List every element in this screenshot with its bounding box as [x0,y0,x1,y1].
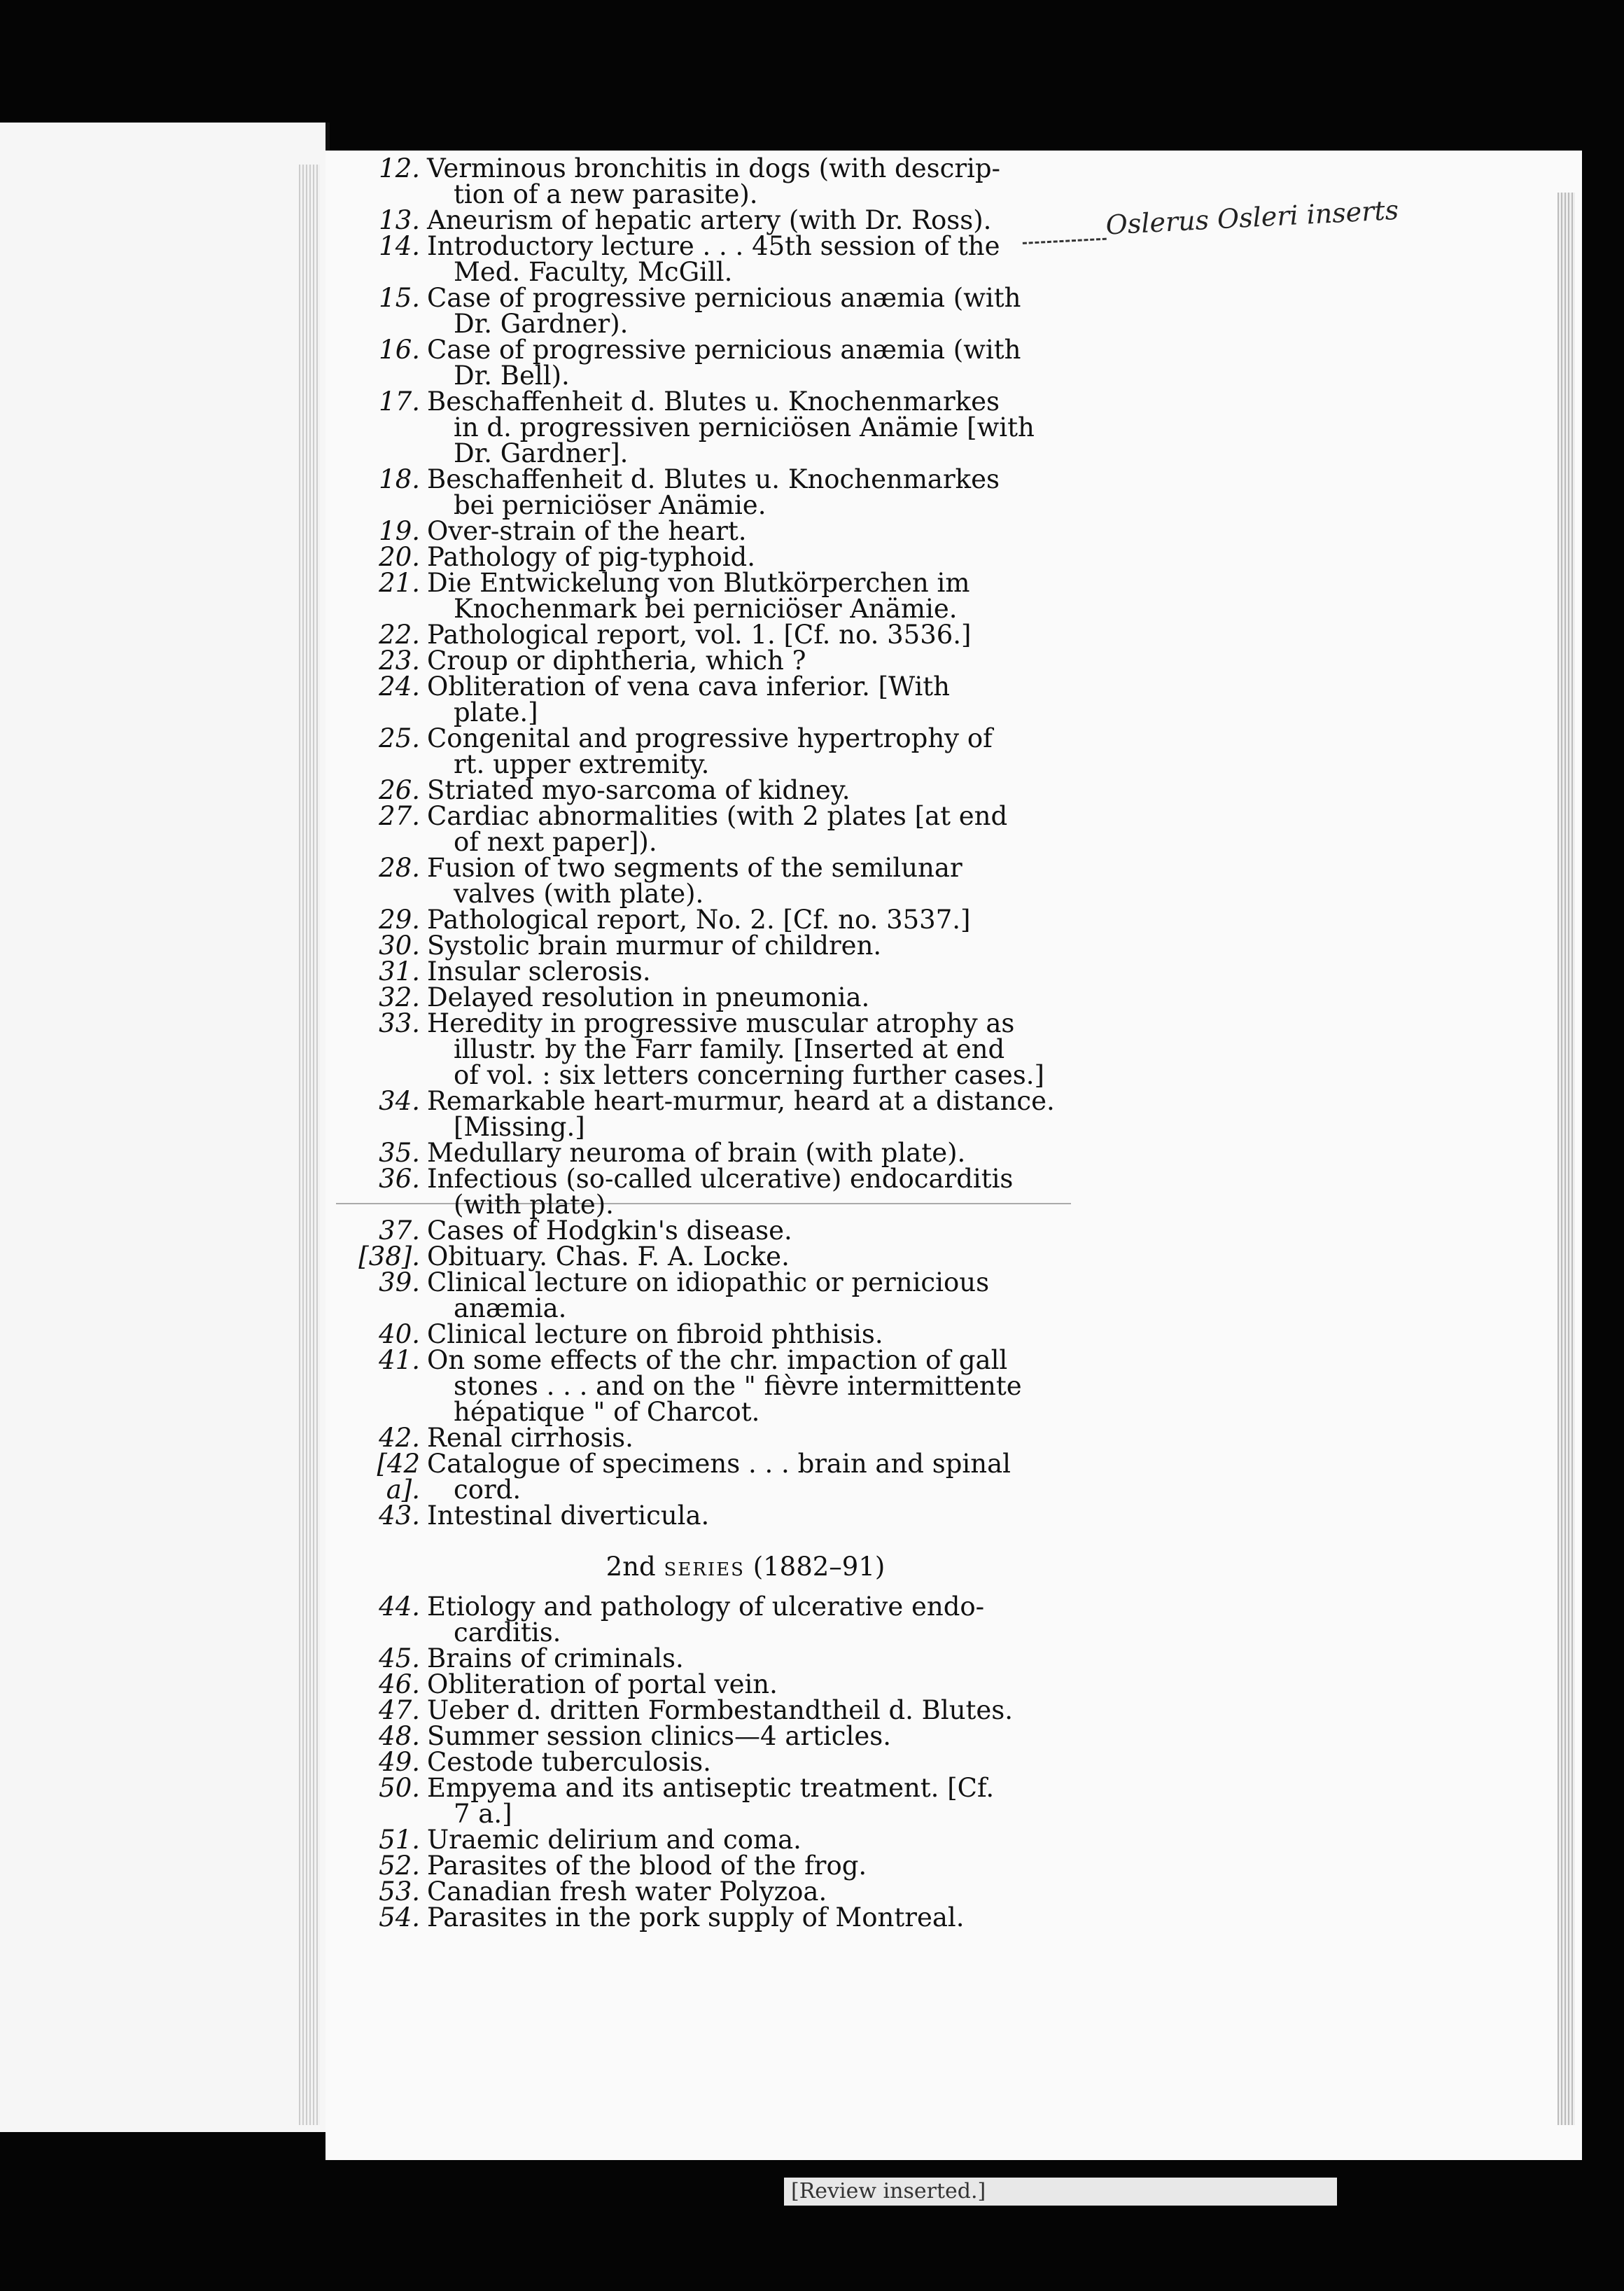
entry-number: 14. [379,231,420,261]
entry-line: Cestode tuberculosis. [427,1747,711,1777]
entry-line: Obliteration of vena cava inferior. [With [427,671,950,702]
list-item [354,1645,1096,1671]
entry-line: Dr. Bell). [454,361,570,391]
entry-text [427,544,1096,570]
entry-line: Beschaffenheit d. Blutes u. Knochenmarkes [427,387,1000,417]
entry-number: 15. [379,283,420,313]
entry-line: in d. progressiven perniciösen Anämie [with [454,412,1035,443]
entry-line: Insular sclerosis. [427,956,651,987]
entry-text [427,671,1096,727]
entry-number: 39. [379,1267,420,1297]
list-item [354,1347,1096,1425]
entry-text [427,337,1096,389]
entry-text [427,1671,1096,1697]
entry-line: Striated myo-sarcoma of kidney. [427,775,850,805]
entry-line: [Missing.] [454,1112,585,1142]
entry-line: of vol. : six letters concerning further cases.] [454,1060,1044,1090]
page-edge [1558,193,1575,2125]
entry-number: 16. [379,335,420,365]
entry-line: Aneurism of hepatic artery (with Dr. Ross). [427,205,992,235]
list-item [354,1010,1096,1088]
entry-text [427,777,1096,803]
entry-number: 24. [379,671,420,702]
list-item [354,777,1096,803]
list-item [354,337,1096,389]
entry-number: 37. [379,1216,420,1246]
entry-line: hépatique " of Charcot. [454,1397,760,1427]
entry-text [427,518,1096,544]
entry-text [427,1425,1096,1451]
entry-number: 28. [379,853,420,883]
entry-number: 19. [379,516,420,546]
list-item [354,1749,1096,1775]
entry-number: 20. [379,542,420,572]
entry-line: 7 a.] [454,1799,512,1829]
entry-text [427,466,1096,518]
series-heading [354,1554,1096,1580]
entry-text [427,1500,1096,1531]
list-item [354,622,1096,648]
entry-text [427,956,1096,987]
entry-line: Etiology and pathology of ulcerative endo- [427,1592,985,1622]
series-ordinal: 2nd [606,1552,656,1582]
entry-line: Infectious (so-called ulcerative) endocarditis [427,1164,1014,1194]
entry-line: Obituary. Chas. F. A. Locke. [427,1241,790,1272]
left-page [0,123,330,2132]
list-item [354,1775,1096,1827]
entry-line: Die Entwickelung von Blutkörperchen im [427,568,970,598]
entry-text [427,207,1096,233]
entry-text [427,570,1096,622]
entry-line: Clinical lecture on fibroid phthisis. [427,1319,883,1349]
entry-line: anæmia. [454,1293,567,1323]
list-item [354,956,1096,987]
entry-line: Pathological report, No. 2. [Cf. no. 3537.] [427,905,971,935]
entry-text [427,933,1096,959]
entry-text [427,622,1096,648]
entry-line: tion of a new parasite). [454,179,758,209]
margin-note-text: Oslerus Osleri inserts [1105,194,1400,241]
list-item [354,1500,1096,1531]
list-item [354,1218,1096,1244]
entry-text [427,907,1096,933]
entry-line: Case of progressive pernicious anæmia (with [427,335,1021,365]
list-item [354,518,1096,544]
list-item [354,803,1096,855]
list-item [354,1269,1096,1321]
entry-line: Parasites of the blood of the frog. [427,1851,867,1881]
entry-text [427,803,1096,855]
entry-text [427,648,1096,674]
entry-text [427,1592,1096,1648]
list-item [354,1166,1096,1218]
entry-line: Empyema and its antiseptic treatment. [Cf. [427,1773,995,1803]
entry-line: Systolic brain murmur of children. [427,931,882,961]
entry-line: (with plate). [454,1190,614,1220]
list-item [354,671,1096,727]
entry-text [427,1166,1096,1218]
entry-text [427,1827,1096,1853]
list-item [354,1088,1096,1140]
entry-line: On some effects of the chr. impaction of gall [427,1345,1008,1375]
entry-line: of next paper]). [454,827,657,857]
entry-line: Intestinal diverticula. [427,1500,710,1531]
list-item [354,1853,1096,1879]
entry-number: 47. [379,1695,420,1725]
entry-text [427,285,1096,337]
entry-number: 40. [379,1319,420,1349]
entry-line: Case of progressive pernicious anæmia (with [427,283,1021,313]
entry-number: 25. [379,723,420,753]
entry-number: 17. [379,387,420,417]
entry-text [427,1269,1096,1321]
entry-text [427,1853,1096,1879]
entry-number: 43. [379,1500,420,1531]
list-item [354,1592,1096,1648]
entry-number: 21. [379,568,420,598]
list-item [354,207,1096,233]
list-item [354,389,1096,466]
entry-line: Croup or diphtheria, which ? [427,646,806,676]
list-item [354,725,1096,777]
entry-line: carditis. [454,1617,561,1648]
entry-number: 31. [379,956,420,987]
entry-number: 49. [379,1747,420,1777]
entry-text [427,1010,1096,1088]
entry-line: Ueber d. dritten Formbestandtheil d. Blutes. [427,1695,1014,1725]
entry-line: Knochenmark bei perniciöser Anämie. [454,594,958,624]
entry-line: Fusion of two segments of the semilunar [427,853,962,883]
entry-number: 30. [379,931,420,961]
entry-line: Pathological report, vol. 1. [Cf. no. 3536.] [427,620,972,650]
entry-text [427,1451,1096,1503]
entry-line: Introductory lecture . . . 45th session of the [427,231,1000,261]
series-word: series [664,1552,745,1582]
entry-text [427,1876,1096,1907]
list-item [354,1876,1096,1907]
entry-line: stones . . . and on the " fièvre intermittente [454,1371,1022,1401]
entry-line: valves (with plate). [454,879,704,909]
second-series-entries [354,1592,1096,1933]
entry-number: 26. [379,775,420,805]
list-item [354,1140,1096,1166]
entry-line: Pathology of pig-typhoid. [427,542,756,572]
entry-line: Obliteration of portal vein. [427,1669,778,1699]
list-item [354,1827,1096,1853]
entry-line: Brains of criminals. [427,1643,684,1673]
entry-line: Beschaffenheit d. Blutes u. Knochenmarkes [427,464,1000,494]
list-item [354,1671,1096,1697]
entry-text [427,233,1096,285]
entry-text [427,1241,1096,1272]
entry-number: 32. [379,982,420,1012]
list-item [354,1902,1096,1933]
entry-text [427,1645,1096,1671]
entry-line: Cases of Hodgkin's disease. [427,1216,792,1246]
entry-number: 41. [379,1345,420,1375]
first-series-entries [354,155,1096,1529]
entry-text [427,1775,1096,1827]
entry-number: 29. [379,905,420,935]
entry-number: 54. [379,1902,420,1933]
list-item [354,984,1096,1010]
entry-number: 48. [379,1721,420,1751]
entry-line: Parasites in the pork supply of Montreal. [427,1902,965,1933]
entry-line: Uraemic delirium and coma. [427,1825,802,1855]
page-edge [299,165,320,2125]
list-item [354,907,1096,933]
entry-text [427,1321,1096,1347]
entry-line: Delayed resolution in pneumonia. [427,982,870,1012]
entry-line: cord. [454,1475,522,1505]
list-item [354,285,1096,337]
entry-line: Summer session clinics—4 articles. [427,1721,891,1751]
entry-line: Med. Faculty, McGill. [454,257,733,287]
entry-text [427,1347,1096,1425]
entry-number: 51. [379,1825,420,1855]
entry-line: Renal cirrhosis. [427,1423,634,1453]
entry-number: 27. [379,801,420,831]
entry-text [427,1723,1096,1749]
entry-number: 53. [379,1876,420,1907]
entry-line: Over-strain of the heart. [427,516,747,546]
list-item [354,1321,1096,1347]
list-item [354,233,1096,285]
list-item [354,466,1096,518]
entry-text [427,984,1096,1010]
list-item [354,1451,1096,1503]
entry-line: Canadian fresh water Polyzoa. [427,1876,827,1907]
entry-text [427,389,1096,466]
entry-line: Dr. Gardner). [454,309,629,339]
entry-number: 35. [379,1138,420,1168]
entry-text [427,155,1096,207]
entry-number: 52. [379,1851,420,1881]
entry-text [427,1749,1096,1775]
entry-text [427,1902,1096,1933]
entry-line: Congenital and progressive hypertrophy of [427,723,993,753]
entry-number: 45. [379,1643,420,1673]
entry-line: rt. upper extremity. [454,749,710,779]
list-item [354,1425,1096,1451]
entry-line: Catalogue of specimens . . . brain and spinal [427,1449,1011,1479]
entry-text [427,1088,1096,1140]
list-item [354,155,1096,207]
entry-line: Dr. Gardner]. [454,438,629,468]
bottom-paste-fragment [784,2178,1337,2206]
entry-text [427,1697,1096,1723]
bottom-fragment-text: [Review inserted.] [791,2179,986,2203]
series-years: (1882–91) [752,1552,886,1582]
entry-line: Remarkable heart-murmur, heard at a distance. [427,1086,1055,1116]
list-item [354,570,1096,622]
bibliography-list [354,153,1096,1933]
list-item [354,1241,1096,1272]
entry-line: plate.] [454,697,538,727]
entry-number: 22. [379,620,420,650]
list-item [354,544,1096,570]
entry-number: 36. [379,1164,420,1194]
entry-line: bei perniciöser Anämie. [454,490,766,520]
list-item [354,855,1096,907]
entry-text [427,855,1096,907]
entry-number: 34. [379,1086,420,1116]
entry-number: 44. [379,1592,420,1622]
entry-number: 13. [379,205,420,235]
list-item [354,648,1096,674]
entry-number: [42 a]. [377,1449,420,1505]
entry-line: illustr. by the Farr family. [Inserted at end [454,1034,1005,1064]
entry-text [427,1140,1096,1166]
entry-line: Verminous bronchitis in dogs (with descrip- [427,153,1001,183]
entry-number: 18. [379,464,420,494]
list-item [354,933,1096,959]
entry-text [427,725,1096,777]
entry-line: Cardiac abnormalities (with 2 plates [at end [427,801,1008,831]
entry-number: 42. [379,1423,420,1453]
entry-text [427,1218,1096,1244]
list-item [354,1723,1096,1749]
entry-number: 12. [379,153,420,183]
entry-number: 23. [379,646,420,676]
list-item [354,1697,1096,1723]
entry-number: [38]. [358,1241,420,1272]
entry-line: Heredity in progressive muscular atrophy as [427,1008,1015,1038]
entry-line: Clinical lecture on idiopathic or pernicious [427,1267,990,1297]
entry-number: 33. [379,1008,420,1038]
entry-line: Medullary neuroma of brain (with plate). [427,1138,966,1168]
entry-number: 46. [379,1669,420,1699]
entry-number: 50. [379,1773,420,1803]
